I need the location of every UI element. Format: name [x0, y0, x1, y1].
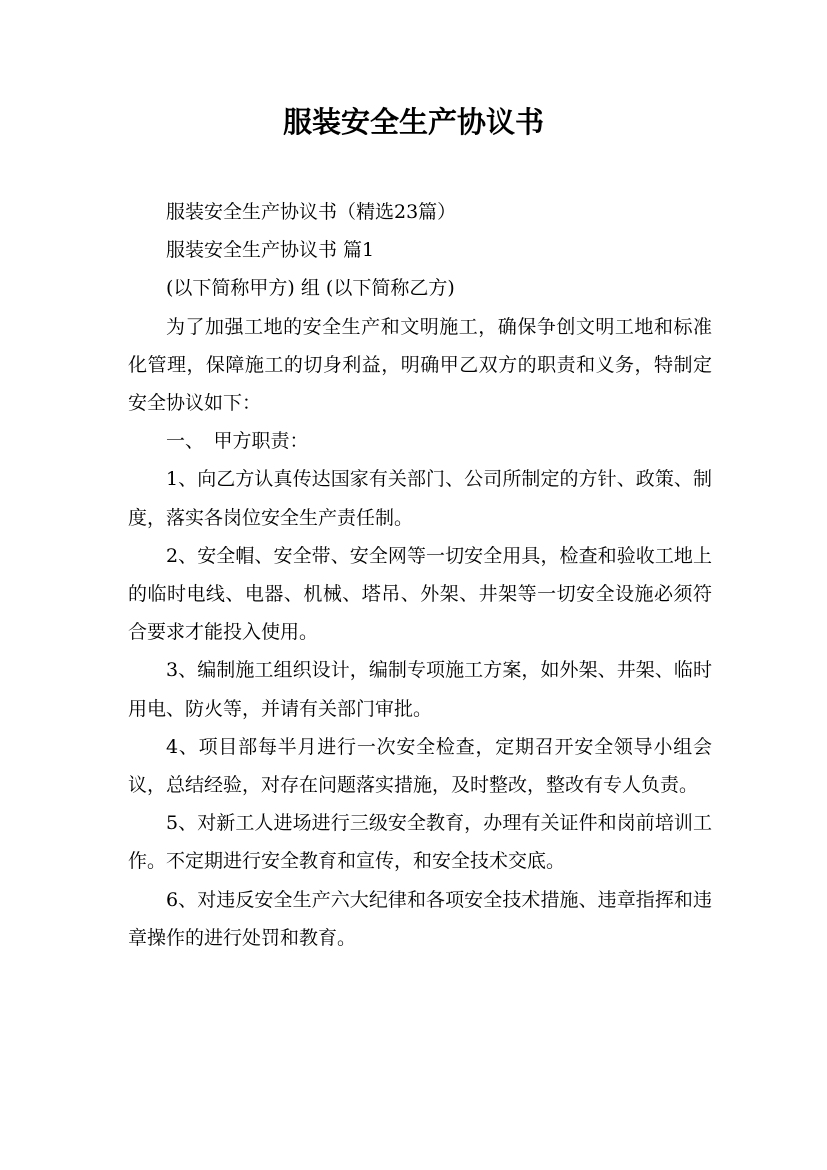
paragraph-clause-5: 5、对新工人进场进行三级安全教育，办理有关证件和岗前培训工作。不定期进行安全教育和宣传，和安全技术交底。	[128, 812, 712, 873]
document-title: 服装安全生产协议书	[282, 105, 544, 139]
paragraph-parties: (以下简称甲方) 组 (以下简称乙方)	[166, 277, 455, 300]
paragraph-preamble: 为了加强工地的安全生产和文明施工，确保争创文明工地和标准化管理，保障施工的切身利益，明确甲乙双方的职责和义务，特制定安全协议如下：	[128, 315, 712, 415]
paragraph-clause-4: 4、项目部每半月进行一次安全检查，定期召开安全领导小组会议，总结经验，对存在问题落实措施，及时整改，整改有专人负责。	[128, 735, 712, 797]
paragraph-clause-1: 1、向乙方认真传达国家有关部门、公司所制定的方针、政策、制度，落实各岗位安全生产责任制。	[128, 468, 712, 529]
paragraph-subtitle: 服装安全生产协议书（精选23篇）	[166, 201, 457, 223]
document-body	[128, 193, 712, 957]
paragraph-clause-2: 2、安全帽、安全带、安全网等一切安全用具，检查和验收工地上的临时电线、电器、机械、塔吊、外架、井架等一切安全设施必须符合要求才能投入使用。	[128, 544, 712, 644]
paragraph-section-heading: 服装安全生产协议书 篇1	[166, 239, 375, 262]
paragraph-clause-3: 3、编制施工组织设计，编制专项施工方案，如外架、井架、临时用电、防火等，并请有关部门审批。	[128, 659, 712, 720]
paragraph-party-a-duties-heading: 一、 甲方职责：	[166, 430, 309, 453]
paragraph-clause-6: 6、对违反安全生产六大纪律和各项安全技术措施、违章指挥和违章操作的进行处罚和教育。	[128, 888, 712, 949]
